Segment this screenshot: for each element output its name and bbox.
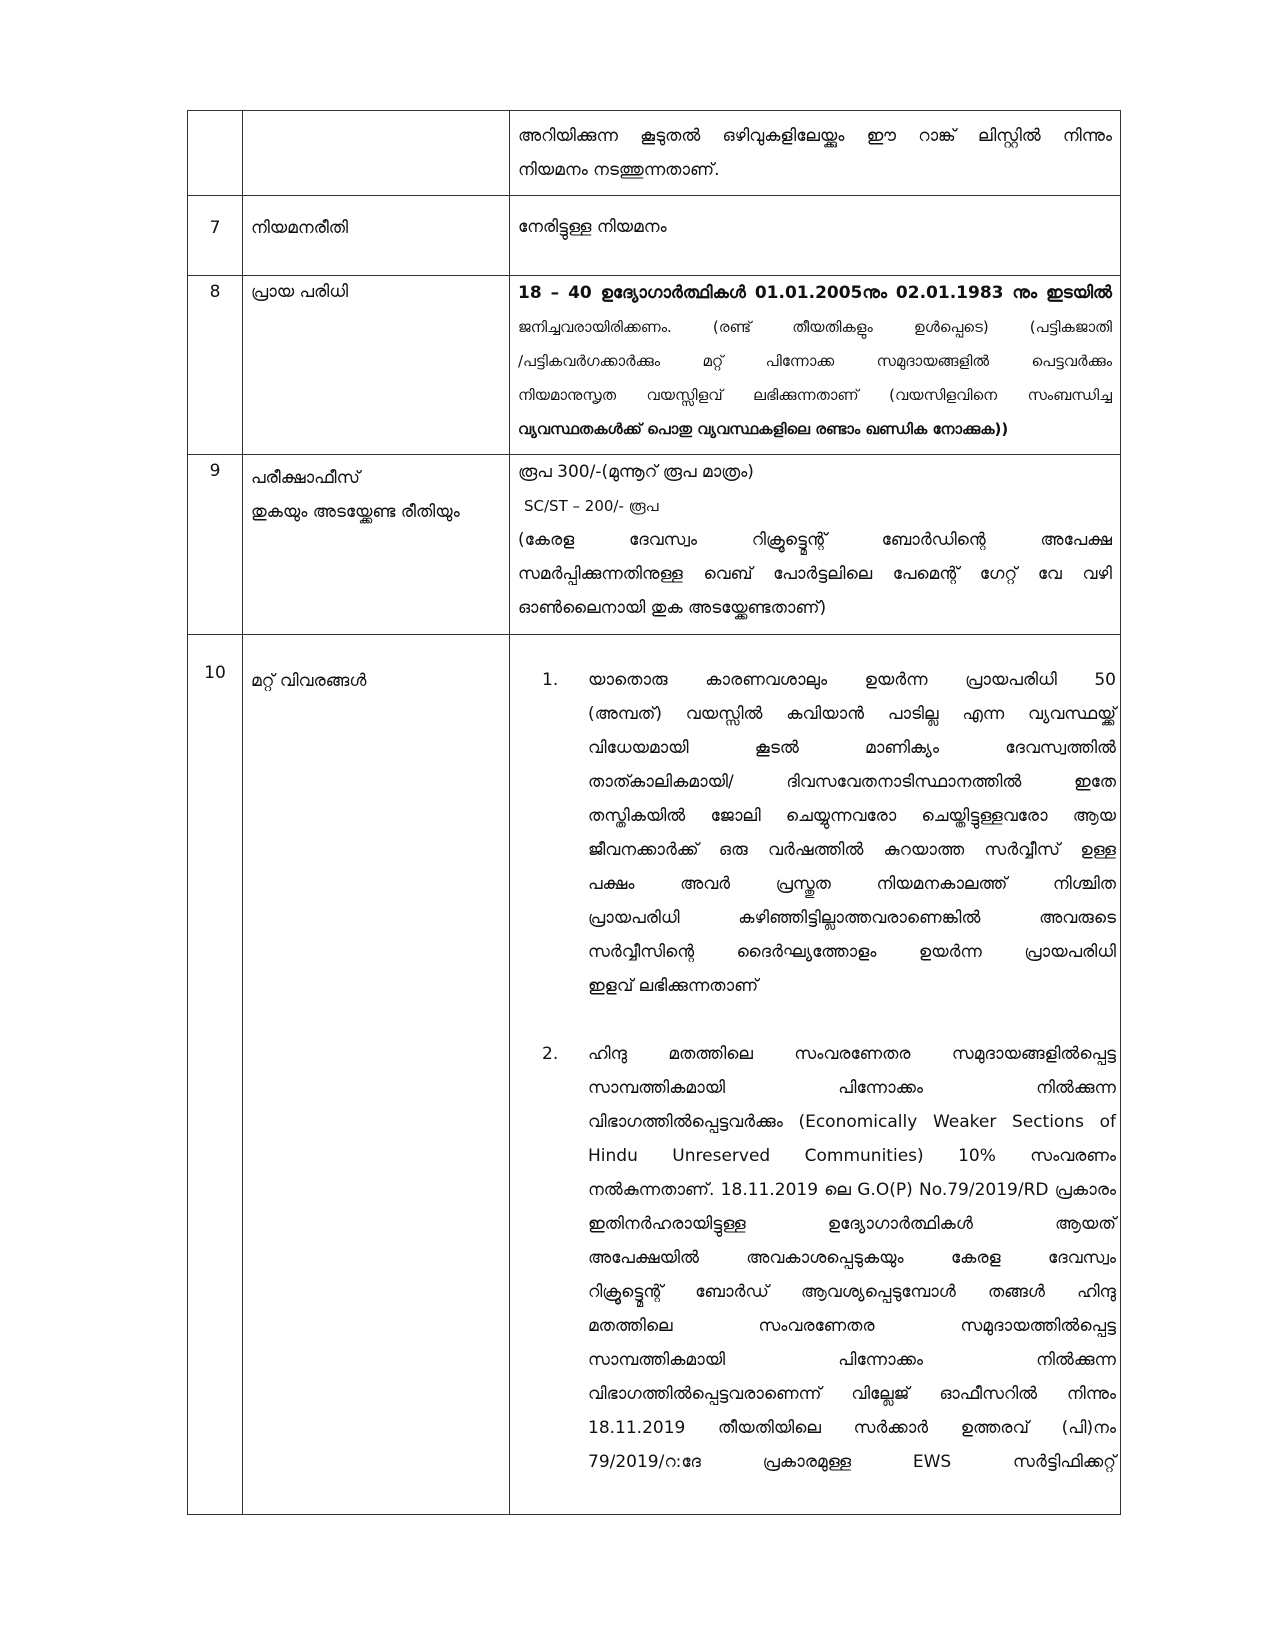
text-line: വിഭാഗത്തിൽപ്പെട്ടവർക്കും (Economically Weaker Sections of bbox=[588, 1112, 1116, 1132]
text-line: രൂപ 300/-(മുന്നൂറ് രൂപ മാത്രം) bbox=[518, 462, 754, 482]
text-line: ജനിച്ചവരായിരിക്കണം. (രണ്ട് തീയതികളും ഉൾപ്പെടെ) (പട്ടികജാതി bbox=[518, 318, 1112, 336]
label-line: പരീക്ഷാഫീസ് bbox=[251, 468, 360, 488]
serial-number: 8 bbox=[188, 276, 243, 455]
field-value bbox=[510, 455, 1121, 635]
text-line: റിക്രൂട്ട്മെന്റ് ബോർഡ് ആവശ്യപ്പെടുമ്പോൾ തങ്ങൾ ഹിന്ദു bbox=[588, 1282, 1116, 1302]
text-line: സാമ്പത്തികമായി പിന്നോക്കം നിൽക്കുന്ന bbox=[588, 1350, 1116, 1370]
serial-number: 10 bbox=[188, 635, 243, 1515]
field-label bbox=[243, 455, 510, 635]
table-row-9 bbox=[188, 455, 1121, 635]
text-line: അറിയിക്കുന്ന കൂടുതൽ ഒഴിവുകളിലേയ്ക്കും ഈ റാങ്ക് ലിസ്റ്റിൽ നിന്നും bbox=[518, 126, 1112, 146]
text-line: മതത്തിലെ സംവരണേതര സമുദായത്തിൽപ്പെട്ട bbox=[588, 1316, 1116, 1336]
label-line: തുകയും അടയ്ക്കേണ്ട രീതിയും bbox=[251, 502, 460, 522]
text-line: നിയമനം നടത്തുന്നതാണ്. bbox=[518, 160, 720, 180]
text-line: സമർപ്പിക്കുന്നതിനുള്ള വെബ് പോർട്ടലിലെ പേമെന്റ് ഗേറ്റ് വേ വഴി bbox=[518, 564, 1112, 584]
field-value bbox=[510, 196, 1121, 276]
table-row-7 bbox=[188, 196, 1121, 276]
serial-number: 9 bbox=[188, 455, 243, 635]
field-label: നിയമനരീതി bbox=[243, 196, 510, 276]
text-line: 18.11.2019 തീയതിയിലെ സർക്കാർ ഉത്തരവ് (പി)നം bbox=[588, 1418, 1116, 1438]
text-line: 79/2019/റ:ദേ പ്രകാരമുള്ള EWS സർട്ടിഫിക്കറ്റ് bbox=[588, 1452, 1116, 1472]
text-line: പക്ഷം അവർ പ്രസ്തുത നിയമനകാലത്ത് നിശ്ചിത bbox=[588, 874, 1116, 894]
text-line: യാതൊരു കാരണവശാലും ഉയർന്ന പ്രായപരിധി 50 bbox=[588, 670, 1116, 690]
text-span: നിയമാനുസൃത വയസ്സിളവ് ലഭിക്കുന്നതാണ് (വയസിളവിനെ സംബന്ധിച്ച bbox=[518, 386, 1112, 404]
text-line: ഇളവ് ലഭിക്കുന്നതാണ് bbox=[588, 976, 759, 996]
list-item bbox=[542, 1037, 1116, 1479]
text-line: SC/ST – 200/- രൂപ bbox=[524, 497, 659, 515]
text-line: താത്കാലികമായി/ ദിവസവേതനാടിസ്ഥാനത്തിൽ ഇതേ bbox=[588, 772, 1116, 792]
label-cell bbox=[243, 111, 510, 196]
list-item-body bbox=[588, 663, 1116, 1003]
value-cell bbox=[510, 111, 1121, 196]
text-line: Hindu Unreserved Communities) 10% സംവരണം bbox=[588, 1146, 1116, 1166]
text-line: ജീവനക്കാർക്ക് ഒരു വർഷത്തിൽ കുറയാത്ത സർവ്വീസ് ഉള്ള bbox=[588, 840, 1116, 860]
text-line: /പട്ടികവർഗക്കാർക്കും മറ്റ് പിന്നോക്ക സമുദായങ്ങളിൽ പെട്ടവർക്കും bbox=[518, 352, 1112, 370]
list-item-body bbox=[588, 1037, 1116, 1479]
text-line: സാമ്പത്തികമായി പിന്നോക്കം നിൽക്കുന്ന bbox=[588, 1078, 1116, 1098]
field-label: മറ്റ് വിവരങ്ങൾ bbox=[243, 635, 510, 1515]
field-label: പ്രായ പരിധി bbox=[243, 276, 510, 455]
text-line bbox=[518, 378, 1112, 412]
text-line: നേരിട്ടുള്ള നിയമനം bbox=[518, 217, 667, 237]
text-line: വിധേയമായി കൂടൽ മാണിക്യം ദേവസ്വത്തിൽ bbox=[588, 738, 1116, 758]
table-row-10 bbox=[188, 635, 1121, 1515]
serial-cell bbox=[188, 111, 243, 196]
text-line: വ്യവസ്ഥതകൾക്ക് പൊതു വ്യവസ്ഥകളിലെ രണ്ടാം ഖണ്ഡിക നോക്കുക)) bbox=[518, 420, 1009, 438]
text-line: 18 – 40 ഉദ്യോഗാർത്ഥികൾ 01.01.2005നും 02.01.1983 നും ഇടയിൽ bbox=[518, 283, 1112, 303]
list-number: 2. bbox=[542, 1044, 559, 1064]
table-row-continuation bbox=[188, 111, 1121, 196]
text-line: വിഭാഗത്തിൽപ്പെട്ടവരാണെന്ന് വില്ലേജ് ഓഫീസറിൽ നിന്നും bbox=[588, 1384, 1116, 1404]
text-line: (കേരള ദേവസ്വം റിക്രൂട്ട്മെന്റ് ബോർഡിന്റെ അപേക്ഷ bbox=[518, 530, 1112, 550]
field-value bbox=[510, 635, 1121, 1515]
text-line: ഓൺലൈനായി തുക അടയ്ക്കേണ്ടതാണ്) bbox=[518, 598, 827, 618]
text-line: അപേക്ഷയിൽ അവകാശപ്പെടുകയും കേരള ദേവസ്വം bbox=[588, 1248, 1116, 1268]
text-line: നൽകുന്നതാണ്. 18.11.2019 ലെ G.O(P) No.79/2019/RD പ്രകാരം bbox=[588, 1180, 1116, 1200]
field-value bbox=[510, 276, 1121, 455]
serial-number: 7 bbox=[188, 196, 243, 276]
text-line: ഇതിനർഹരായിട്ടുള്ള ഉദ്യോഗാർത്ഥികൾ ആയത് bbox=[588, 1214, 1116, 1234]
list-number: 1. bbox=[542, 670, 559, 690]
notification-table bbox=[187, 110, 1121, 1515]
text-line: സർവ്വീസിന്റെ ദൈർഘ്യത്തോളം ഉയർന്ന പ്രായപരിധി bbox=[588, 942, 1116, 962]
text-line: (അമ്പത്) വയസ്സിൽ കവിയാൻ പാടില്ല എന്ന വ്യവസ്ഥയ്ക്ക് bbox=[588, 704, 1116, 724]
list-item bbox=[542, 663, 1116, 1003]
text-line: ഹിന്ദു മതത്തിലെ സംവരണേതര സമുദായങ്ങളിൽപ്പെട്ട bbox=[588, 1044, 1116, 1064]
text-line: പ്രായപരിധി കഴിഞ്ഞിട്ടില്ലാത്തവരാണെങ്കിൽ അവരുടെ bbox=[588, 908, 1116, 928]
table-row-8 bbox=[188, 276, 1121, 455]
text-line: തസ്തികയിൽ ജോലി ചെയ്യുന്നവരോ ചെയ്തിട്ടുള്ളവരോ ആയ bbox=[588, 806, 1116, 826]
